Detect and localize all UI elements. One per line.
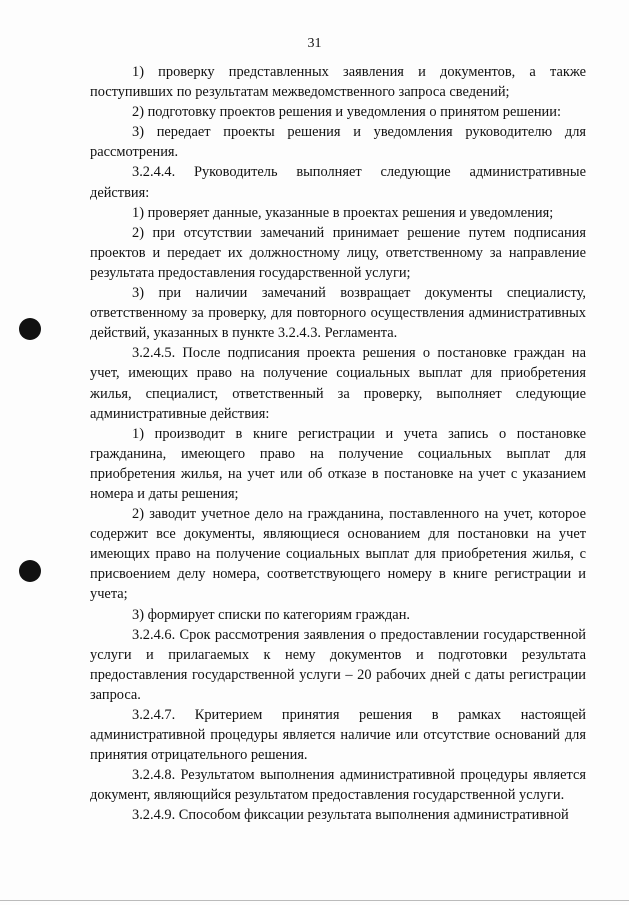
paragraph: 3) при наличии замечаний возвращает документы специалисту, ответственному за проверку, для повторного осуществления административных действий, указанных в пункте 3.2.4.3. Регламента.	[90, 285, 586, 342]
paragraph: 1) проверку представленных заявления и документов, а также поступивших по результатам межведомственного запроса сведений;	[90, 64, 586, 101]
paragraph: 3.2.4.8. Результатом выполнения административной процедуры является документ, являющийся результатом предоставления государственной услуги.	[90, 767, 586, 804]
punch-hole-mark	[19, 560, 41, 582]
paragraph: 3.2.4.6. Срок рассмотрения заявления о предоставлении государственной услуги и прилагаемых к нему документов и подготовки результата предоставления государственной услуги – 20 рабочих дней с даты регистрации запроса.	[90, 626, 586, 703]
paragraph: 1) проверяет данные, указанные в проектах решения и уведомления;	[132, 204, 554, 221]
paragraph: 3.2.4.5. После подписания проекта решения о постановке граждан на учет, имеющих право на получение социальных выплат для приобретения жилья, специалист, ответственный за проверку, выполняет следующие административные действия:	[90, 345, 586, 422]
paragraph: 3) передает проекты решения и уведомления руководителю для рассмотрения.	[90, 124, 586, 161]
paragraph: 3.2.4.9. Способом фиксации результата выполнения административной	[132, 807, 569, 824]
paragraph: 1) производит в книге регистрации и учета запись о постановке гражданина, имеющего право на получение социальных выплат для приобретения жилья, на учет или об отказе в постановке на учет с указанием номера и даты решения;	[90, 425, 586, 502]
paragraph: 2) заводит учетное дело на гражданина, поставленного на учет, которое содержит все документы, являющиеся основанием для постановки на учет имеющих право на получение социальных выплат для приобретения жилья, с присвоением делу номера, соответствующего номеру в книге регистрации и учета;	[90, 506, 586, 603]
paragraph: 3) формирует списки по категориям граждан.	[132, 606, 410, 623]
paragraph: 3.2.4.4. Руководитель выполняет следующие административные действия:	[90, 164, 586, 201]
document-body	[90, 62, 586, 826]
punch-hole-mark	[19, 318, 41, 340]
paragraph: 3.2.4.7. Критерием принятия решения в рамках настоящей административной процедуры является наличие или отсутствие оснований для принятия отрицательного решения.	[90, 707, 586, 764]
paragraph: 2) подготовку проектов решения и уведомления о принятом решении:	[132, 104, 561, 121]
page-number: 31	[307, 36, 322, 51]
paragraph: 2) при отсутствии замечаний принимает решение путем подписания проектов и передает их должностному лицу, ответственному за направление результата предоставления государственной услуги;	[90, 224, 586, 281]
scan-edge-line	[0, 900, 629, 901]
